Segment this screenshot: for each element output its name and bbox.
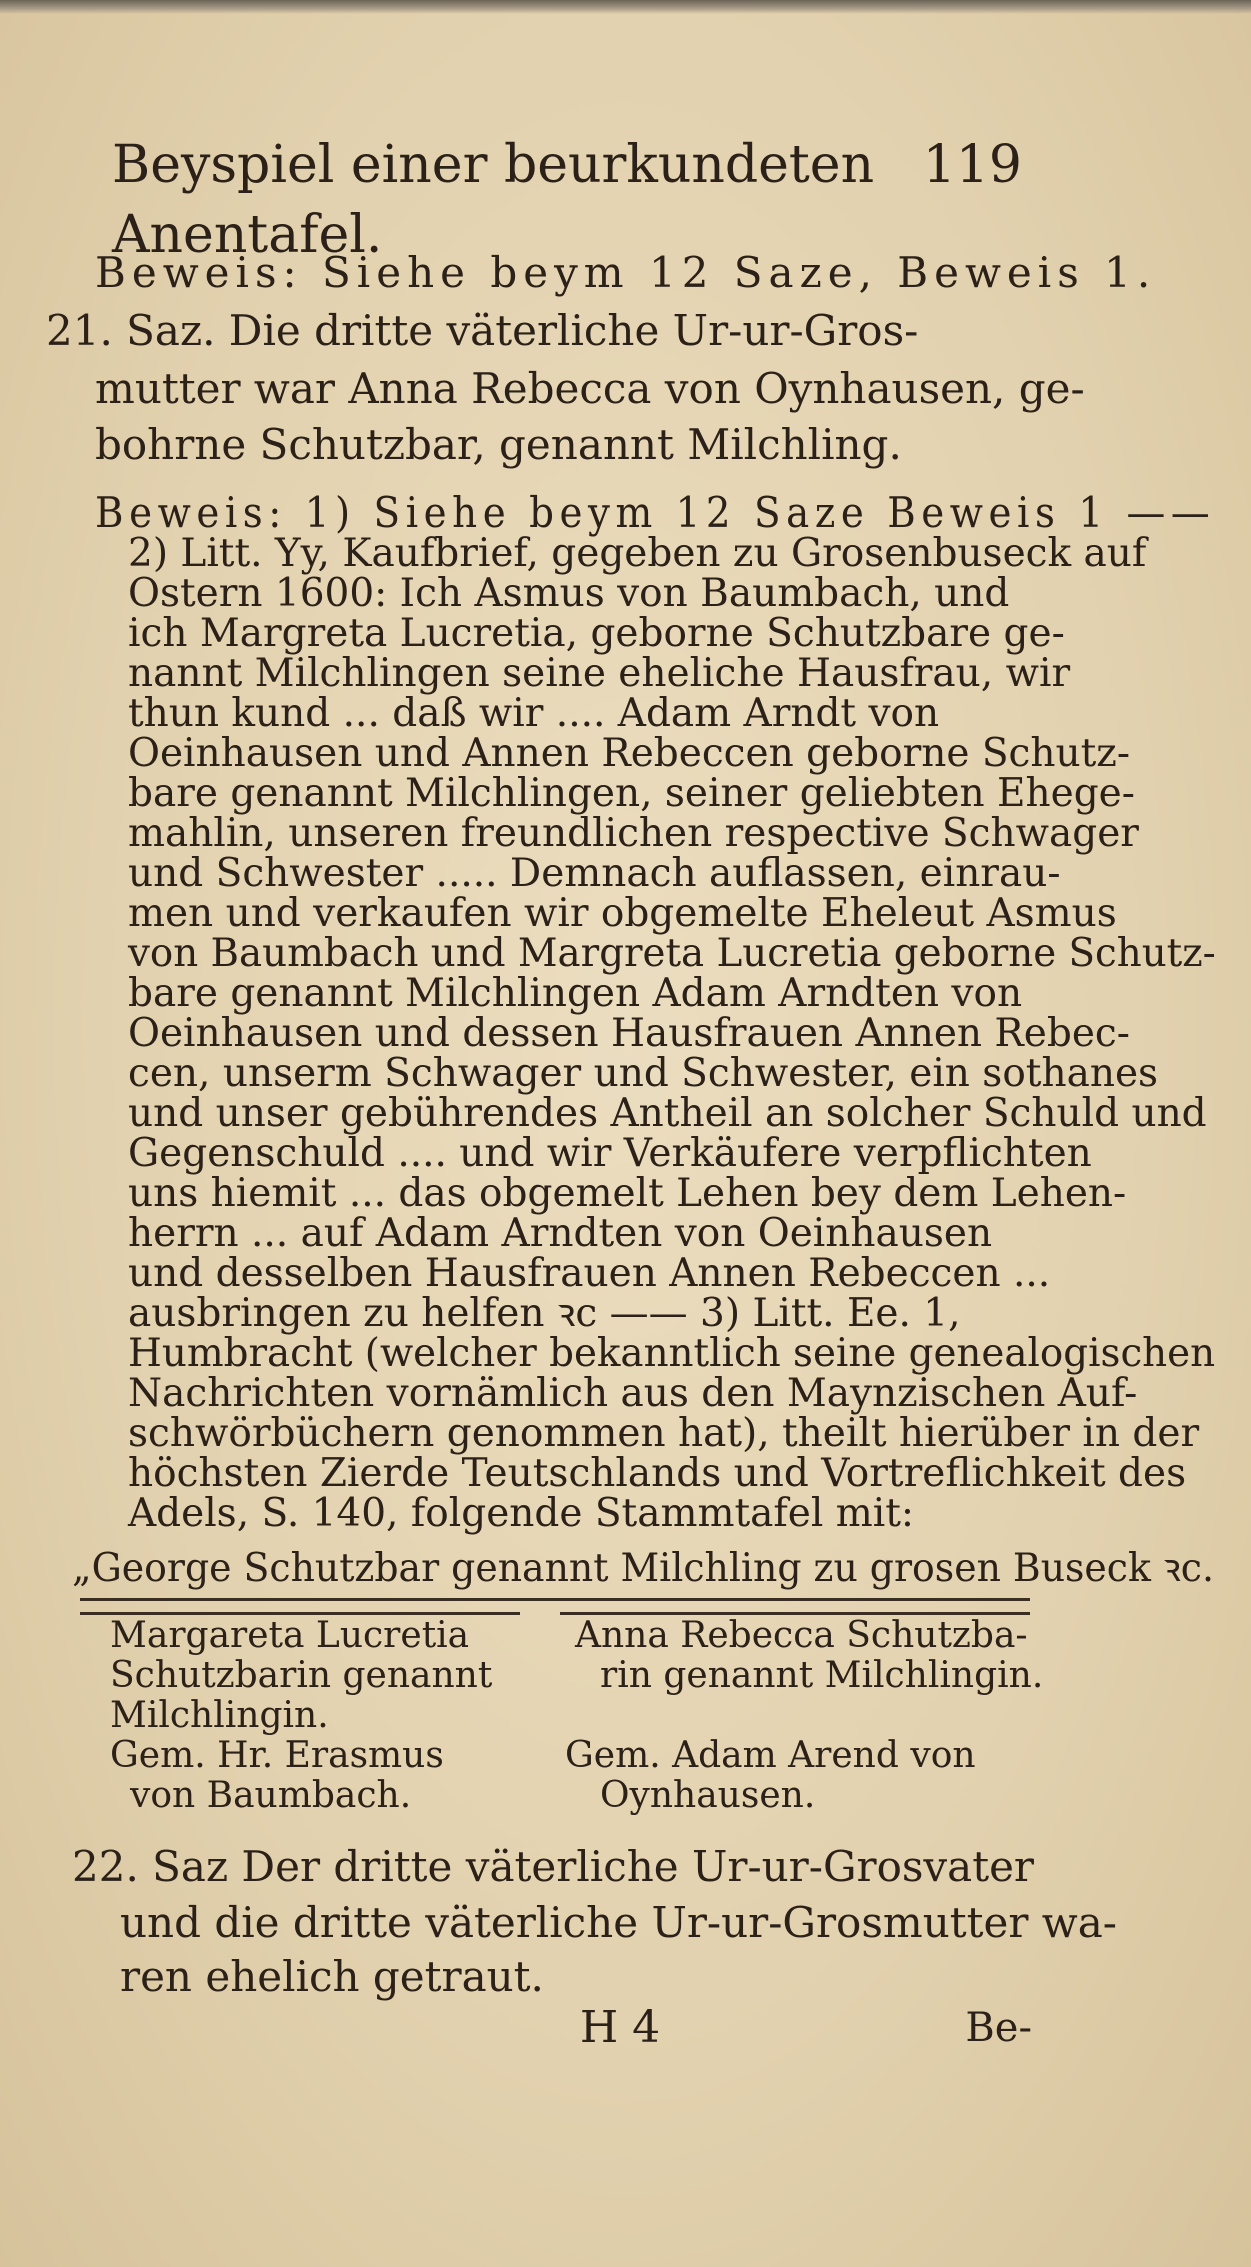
page-number: 119	[922, 135, 1022, 195]
text-line: ren ehelich getraut.	[120, 1952, 544, 2001]
catchword: Be-	[965, 2005, 1032, 2051]
signature-mark: H 4	[579, 2002, 661, 2053]
stemma-left-line: Schutzbarin genannt	[110, 1655, 493, 1696]
running-title: Beyspiel einer beurkundeten Anentafel.	[112, 135, 875, 265]
text-line: bohrne Schutzbar, genannt Milchling.	[95, 420, 902, 469]
text-line: bare genannt Milchlingen, seiner geliebten Ehege-	[128, 771, 1135, 816]
text-line: cen, unserm Schwager und Schwester, ein sothanes	[128, 1051, 1159, 1096]
text-line: Gegenschuld .... und wir Verkäufere verpflichten	[128, 1131, 1092, 1176]
text-line: schwörbüchern genommen hat), theilt hierüber in der	[128, 1411, 1200, 1456]
text-line: ich Margreta Lucretia, geborne Schutzbare ge-	[128, 611, 1065, 656]
text-line: uns hiemit ... das obgemelt Lehen bey dem Lehen-	[128, 1171, 1127, 1216]
running-header	[112, 130, 1022, 265]
text-line: und unser gebührendes Antheil an solcher Schuld und	[128, 1091, 1207, 1136]
stemma-right-line: rin genannt Milchlingin.	[600, 1655, 1044, 1696]
proof-line: Beweis: Siehe beym 12 Saze, Beweis 1.	[95, 248, 1157, 297]
text-line: Humbracht (welcher bekanntlich seine genealogischen	[128, 1331, 1216, 1376]
text-line: bare genannt Milchlingen Adam Arndten von	[128, 971, 1023, 1016]
text-line: von Baumbach und Margreta Lucretia geborne Schutz-	[128, 931, 1216, 976]
stemma-rule	[80, 1598, 1030, 1601]
stemma-head-line: „George Schutzbar genannt Milchling zu grosen Buseck ꝛc.	[72, 1546, 1214, 1591]
text-line: mutter war Anna Rebecca von Oynhausen, ge-	[95, 364, 1085, 413]
text-line: Oeinhausen und dessen Hausfrauen Annen Rebec-	[128, 1011, 1130, 1056]
proof-line: Beweis: 1) Siehe beym 12 Saze Beweis 1 ——	[95, 488, 1216, 537]
text-line: mahlin, unseren freundlichen respective Schwager	[128, 811, 1139, 856]
text-line: und desselben Hausfrauen Annen Rebeccen ...	[128, 1251, 1051, 1296]
text-line: nannt Milchlingen seine eheliche Hausfrau, wir	[128, 651, 1071, 696]
text-line: Ostern 1600: Ich Asmus von Baumbach, und	[128, 571, 1010, 616]
page-top-edge	[0, 0, 1251, 14]
stemma-left-line: Gem. Hr. Erasmus	[110, 1735, 444, 1776]
text-line: thun kund ... daß wir .... Adam Arndt von	[128, 691, 940, 736]
proposition-22-line: 22. Saz Der dritte väterliche Ur-ur-Grosvater	[72, 1842, 1035, 1891]
text-line: 2) Litt. Yy, Kaufbrief, gegeben zu Grosenbuseck auf	[128, 531, 1147, 576]
text-line: ausbringen zu helfen ꝛc —— 3) Litt. Ee. 1,	[128, 1291, 961, 1336]
text-line: Adels, S. 140, folgende Stammtafel mit:	[128, 1491, 915, 1536]
text-line: men und verkaufen wir obgemelte Eheleut Asmus	[128, 891, 1117, 936]
stemma-right-line: Gem. Adam Arend von	[565, 1735, 976, 1776]
text-line: und die dritte väterliche Ur-ur-Grosmutter wa-	[120, 1898, 1117, 1947]
text-line: und Schwester ..... Demnach auflassen, einrau-	[128, 851, 1061, 896]
text-line: herrn ... auf Adam Arndten von Oeinhausen	[128, 1211, 993, 1256]
proposition-21-line: 21. Saz. Die dritte väterliche Ur-ur-Gros-	[46, 306, 919, 355]
stemma-left-line: Margareta Lucretia	[110, 1615, 470, 1656]
stemma-right-line: Anna Rebecca Schutzba-	[575, 1615, 1028, 1656]
text-line: Oeinhausen und Annen Rebeccen geborne Schutz-	[128, 731, 1131, 776]
stemma-left-line: von Baumbach.	[130, 1775, 412, 1816]
stemma-right-line: Oynhausen.	[600, 1775, 816, 1816]
text-line: höchsten Zierde Teutschlands und Vortreflichkeit des	[128, 1451, 1187, 1496]
stemma-left-line: Milchlingin.	[110, 1695, 329, 1736]
text-line: Nachrichten vornämlich aus den Maynzischen Auf-	[128, 1371, 1138, 1416]
